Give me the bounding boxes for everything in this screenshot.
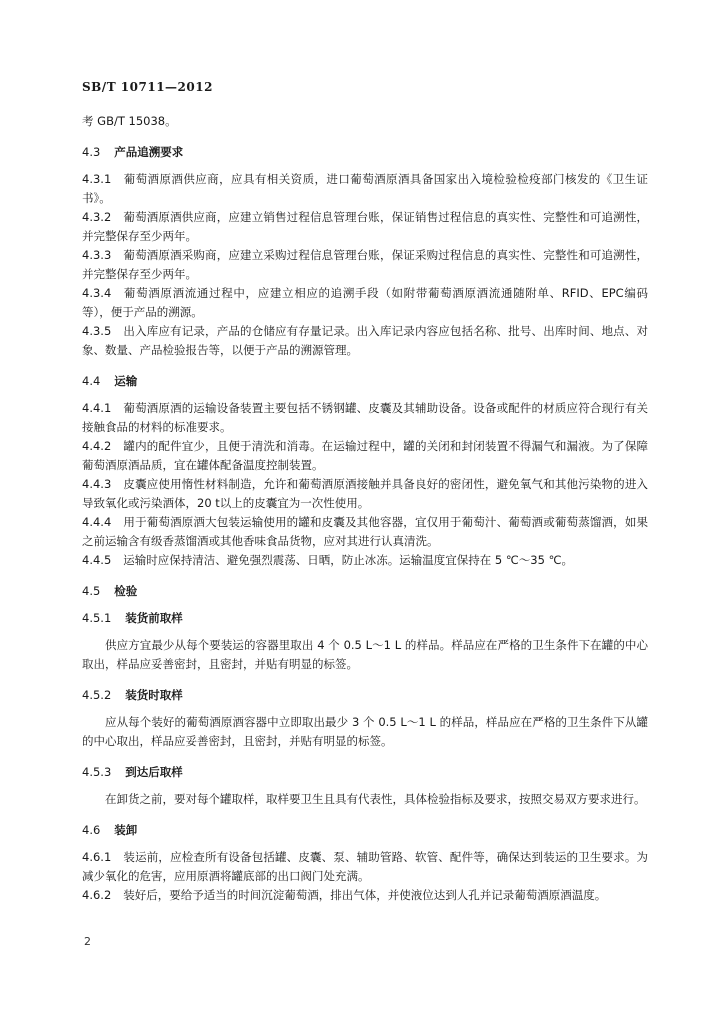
standard-code-header: SB/T 10711—2012 (82, 80, 213, 94)
clause-number: 4.4.5 (82, 553, 112, 567)
subsection-number: 4.5.1 (82, 611, 112, 625)
subsection-text-4-5-2: 应从每个装好的葡萄酒原酒容器中立即取出最少 3 个 0.5 L～1 L 的样品，样品应在严格的卫生条件下从罐的中心取出，样品应妥善密封，且密封，并贴有明显的标签。 (82, 715, 648, 748)
section-title: 产品追溯要求 (114, 145, 184, 159)
subsection-heading-4-5-1 (82, 609, 648, 628)
clause-number: 4.4.1 (82, 401, 112, 415)
clause-4-4-1 (82, 399, 648, 437)
subsection-title: 装货时取样 (125, 688, 183, 702)
section-number: 4.5 (82, 584, 101, 598)
clause-number: 4.4.3 (82, 477, 112, 491)
section-heading-4-4 (82, 372, 648, 391)
clause-number: 4.6.1 (82, 850, 112, 864)
clause-text: 罐内的配件宜少，且便于清洗和消毒。在运输过程中，罐的关闭和封闭装置不得漏气和漏液。为了保障葡萄酒原酒品质，宜在罐体配备温度控制装置。 (82, 439, 648, 472)
document-body (82, 112, 648, 905)
clause-text: 出入库应有记录，产品的仓储应有存量记录。出入库记录内容应包括名称、批号、出库时间、地点、对象、数量、产品检验报告等，以便于产品的溯源管理。 (82, 324, 648, 357)
clause-4-3-1 (82, 170, 648, 208)
clause-4-3-4 (82, 284, 648, 322)
clause-number: 4.4.4 (82, 515, 112, 529)
section-heading-4-6 (82, 821, 648, 840)
subsection-text-4-5-3: 在卸货之前，要对每个罐取样，取样要卫生且具有代表性，具体检验指标及要求，按照交易双方要求进行。 (105, 792, 646, 806)
section-title: 运输 (114, 374, 138, 388)
clause-text: 葡萄酒原酒供应商，应具有相关资质，进口葡萄酒原酒具备国家出入境检验检疫部门核发的《卫生证书》。 (82, 172, 648, 205)
clause-4-6-2 (82, 886, 648, 905)
subsection-number: 4.5.2 (82, 688, 112, 702)
section-heading-4-3 (82, 143, 648, 162)
continuation-text: 考 GB/T 15038。 (82, 114, 177, 128)
subsection-heading-4-5-2 (82, 686, 648, 705)
clause-number: 4.3.2 (82, 210, 112, 224)
subsection-title: 装货前取样 (125, 611, 183, 625)
page-number: 2 (84, 935, 91, 948)
clause-text: 葡萄酒原酒供应商，应建立销售过程信息管理台账，保证销售过程信息的真实性、完整性和可追溯性，并完整保存至少两年。 (82, 210, 648, 243)
section-title: 检验 (114, 584, 138, 598)
clause-number: 4.3.1 (82, 172, 112, 186)
clause-4-3-2 (82, 208, 648, 246)
clause-number: 4.3.3 (82, 248, 112, 262)
section-heading-4-5 (82, 582, 648, 601)
clause-text: 装运前，应检查所有设备包括罐、皮囊、泵、辅助管路、软管、配件等，确保达到装运的卫生要求。为减少氧化的危害，应用原酒将罐底部的出口阀门处充满。 (82, 850, 648, 883)
subsection-title: 到达后取样 (125, 765, 183, 779)
clause-text: 葡萄酒原酒的运输设备装置主要包括不锈钢罐、皮囊及其辅助设备。设备或配件的材质应符合现行有关接触食品的材料的标准要求。 (82, 401, 648, 434)
section-number: 4.3 (82, 145, 101, 159)
clause-text: 葡萄酒原酒采购商，应建立采购过程信息管理台账，保证采购过程信息的真实性、完整性和可追溯性，并完整保存至少两年。 (82, 248, 648, 281)
clause-text: 葡萄酒原酒流通过程中，应建立相应的追溯手段（如附带葡萄酒原酒流通随附单、RFID、EPC编码等），便于产品的溯源。 (82, 286, 648, 319)
clause-4-3-3 (82, 246, 648, 284)
clause-number: 4.3.4 (82, 286, 112, 300)
clause-number: 4.6.2 (82, 888, 112, 902)
clause-4-4-4 (82, 513, 648, 551)
subsection-text-4-5-1: 供应方宜最少从每个要装运的容器里取出 4 个 0.5 L～1 L 的样品。样品应在严格的卫生条件下在罐的中心取出，样品应妥善密封，且密封，并贴有明显的标签。 (82, 638, 648, 671)
clause-text: 用于葡萄酒原酒大包装运输使用的罐和皮囊及其他容器，宜仅用于葡萄汁、葡萄酒或葡萄蒸馏酒，如果之前运输含有级香蒸馏酒或其他香味食品货物，应对其进行认真清洗。 (82, 515, 648, 548)
section-number: 4.6 (82, 823, 101, 837)
clause-text: 装好后，要给予适当的时间沉淀葡萄酒，排出气体，并使液位达到人孔并记录葡萄酒原酒温度。 (123, 888, 607, 902)
clause-text: 运输时应保持清洁、避免强烈震荡、日晒，防止冰冻。运输温度宜保持在 5 ℃～35 ℃。 (123, 553, 574, 567)
subsection-number: 4.5.3 (82, 765, 112, 779)
clause-4-6-1 (82, 848, 648, 886)
clause-4-4-3 (82, 475, 648, 513)
clause-text: 皮囊应使用惰性材料制造，允许和葡萄酒原酒接触并具备良好的密闭性，避免氧气和其他污染物的进入导致氧化或污染酒体，20 t以上的皮囊宜为一次性使用。 (82, 477, 648, 510)
clause-4-4-5 (82, 551, 648, 570)
clause-number: 4.3.5 (82, 324, 112, 338)
subsection-heading-4-5-3 (82, 763, 648, 782)
section-number: 4.4 (82, 374, 101, 388)
clause-4-3-5 (82, 322, 648, 360)
section-title: 装卸 (114, 823, 138, 837)
clause-4-4-2 (82, 437, 648, 475)
clause-number: 4.4.2 (82, 439, 112, 453)
